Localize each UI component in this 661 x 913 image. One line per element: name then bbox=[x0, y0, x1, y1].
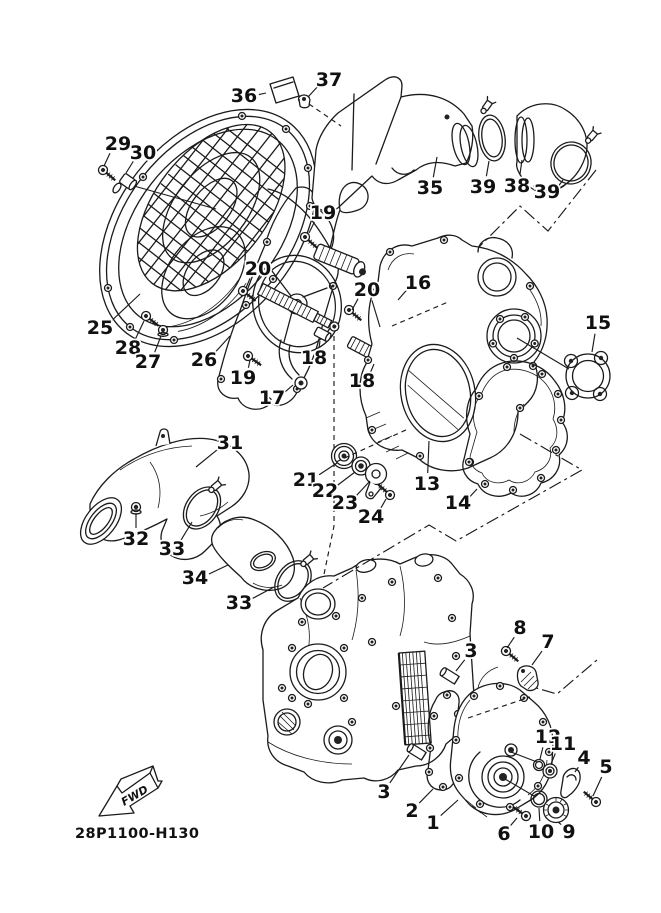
callout-number-19: 19 bbox=[229, 367, 257, 389]
callout-number-33: 33 bbox=[158, 538, 186, 560]
pad-part-36 bbox=[270, 77, 299, 103]
joint-hose-part-34 bbox=[212, 517, 295, 590]
callout-number-38: 38 bbox=[503, 175, 531, 197]
callout-number-20: 20 bbox=[353, 279, 381, 301]
callout-number-18: 18 bbox=[348, 370, 376, 392]
hose-clamp-part-39a bbox=[476, 97, 508, 163]
callout-number-29: 29 bbox=[104, 133, 132, 155]
callout-number-39: 39 bbox=[469, 176, 497, 198]
callout-number-13: 13 bbox=[413, 473, 441, 495]
callout-number-26: 26 bbox=[190, 349, 218, 371]
callout-9 bbox=[558, 821, 576, 843]
callout-number-39: 39 bbox=[533, 181, 561, 203]
callout-1 bbox=[426, 800, 458, 834]
callout-5 bbox=[593, 756, 613, 796]
callout-number-34: 34 bbox=[181, 567, 209, 589]
callout-33 bbox=[226, 587, 274, 614]
callout-number-36: 36 bbox=[230, 85, 258, 107]
callout-number-28: 28 bbox=[114, 337, 142, 359]
bolt-part-19b bbox=[242, 350, 264, 369]
holder-part-4 bbox=[561, 768, 580, 797]
callout-number-8: 8 bbox=[513, 617, 527, 639]
callout-11 bbox=[550, 733, 576, 764]
bolt-part-29 bbox=[97, 164, 118, 184]
callout-number-33: 33 bbox=[225, 592, 253, 614]
callout-number-2: 2 bbox=[405, 800, 419, 822]
callout-29 bbox=[104, 133, 131, 166]
callout-number-23: 23 bbox=[331, 492, 359, 514]
callout-number-20: 20 bbox=[244, 258, 272, 280]
nut-part-11 bbox=[543, 764, 557, 778]
callout-number-14: 14 bbox=[444, 492, 472, 514]
callout-number-19: 19 bbox=[309, 202, 337, 224]
callout-number-5: 5 bbox=[599, 756, 613, 778]
callout-number-25: 25 bbox=[86, 317, 114, 339]
callout-37 bbox=[308, 69, 342, 97]
callout-number-12: 12 bbox=[534, 726, 562, 748]
callout-number-17: 17 bbox=[258, 387, 286, 409]
callout-number-24: 24 bbox=[357, 506, 385, 528]
callout-39 bbox=[534, 180, 563, 203]
callout-number-30: 30 bbox=[129, 142, 157, 164]
callout-number-21: 21 bbox=[292, 469, 320, 491]
callout-number-18: 18 bbox=[300, 347, 328, 369]
callout-number-3: 3 bbox=[377, 781, 391, 803]
callout-number-31: 31 bbox=[216, 432, 244, 454]
callout-number-11: 11 bbox=[549, 733, 577, 755]
bracket-part-7 bbox=[517, 666, 538, 691]
callout-number-3: 3 bbox=[464, 640, 478, 662]
cvt-cover-part-25 bbox=[55, 68, 361, 388]
retainer-part-23 bbox=[366, 464, 387, 499]
callout-7 bbox=[532, 631, 555, 665]
crankcase-block bbox=[261, 553, 474, 783]
callout-36 bbox=[231, 85, 266, 107]
air-duct-part-35 bbox=[309, 77, 481, 211]
callout-number-6: 6 bbox=[497, 823, 511, 845]
plug-part-9 bbox=[544, 798, 569, 823]
callout-24 bbox=[358, 499, 386, 528]
callout-number-1: 1 bbox=[426, 812, 440, 834]
callout-number-27: 27 bbox=[134, 351, 162, 373]
callout-number-37: 37 bbox=[315, 69, 343, 91]
callout-number-32: 32 bbox=[122, 528, 150, 550]
callout-4 bbox=[575, 747, 591, 772]
callout-15 bbox=[585, 312, 611, 352]
callout-number-16: 16 bbox=[404, 272, 432, 294]
fwd-marker bbox=[99, 766, 162, 816]
callout-19 bbox=[230, 360, 256, 389]
callout-number-10: 10 bbox=[527, 821, 555, 843]
callout-number-15: 15 bbox=[584, 312, 612, 334]
bolt-part-8 bbox=[500, 645, 521, 665]
fwd-label: FWD bbox=[119, 782, 151, 809]
callout-number-22: 22 bbox=[311, 480, 339, 502]
crankcase-cover-part-13 bbox=[360, 235, 547, 471]
callout-17 bbox=[259, 385, 293, 409]
callout-14 bbox=[445, 489, 477, 514]
callout-number-9: 9 bbox=[562, 821, 576, 843]
callout-number-7: 7 bbox=[541, 631, 555, 653]
callout-8 bbox=[507, 617, 527, 648]
callout-number-4: 4 bbox=[577, 747, 591, 769]
gasket-part-15 bbox=[565, 352, 611, 401]
callout-6 bbox=[497, 818, 517, 845]
callout-number-35: 35 bbox=[416, 177, 444, 199]
part-code: 28P1100-H130 bbox=[75, 826, 200, 842]
callout-34 bbox=[182, 565, 228, 589]
bolt-part-5 bbox=[581, 788, 602, 808]
